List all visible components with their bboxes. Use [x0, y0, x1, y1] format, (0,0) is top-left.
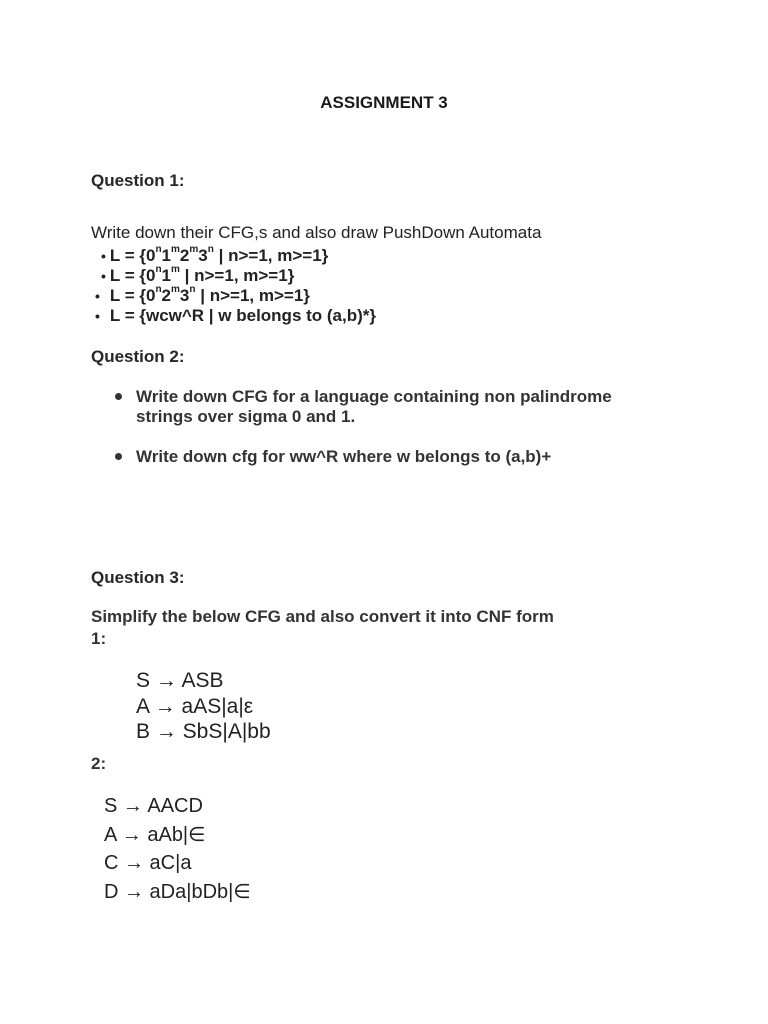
- page-title: ASSIGNMENT 3: [320, 93, 448, 112]
- language-item-4: • L = {wcw^R | w belongs to (a,b)*}: [95, 306, 377, 325]
- bullet-icon: [115, 453, 122, 460]
- language-item-3: • $L = \{0^n2^m3^n$ | n>=1, m>=1}: [95, 284, 310, 305]
- production-rule: S → AACD: [104, 795, 203, 817]
- grammar-2-label: 2:: [91, 754, 107, 773]
- question-3-instruction: Simplify the below CFG and also convert it into CNF form: [91, 607, 554, 626]
- question-3-heading: Question 3:: [91, 568, 185, 587]
- grammar-1: [136, 668, 271, 745]
- grammar-1-label: 1:: [91, 629, 107, 648]
- question-2-item-2: Write down cfg for ww^R where w belongs to (a,b)+: [136, 447, 552, 466]
- question-1-intro: Write down their CFG,s and also draw PushDown Automata: [91, 223, 542, 242]
- production-rule: C → aC|a: [104, 852, 192, 874]
- production-rule: B → SbS|A|bb: [136, 720, 271, 743]
- bullet-icon: [115, 393, 122, 400]
- language-item-1: • $L = \{0^n1^m2^m3^n$ | n>=1, m>=1}: [101, 244, 329, 265]
- production-rule: D → aDa|bDb|∈: [104, 880, 251, 903]
- production-rule: A → aAb|∈: [104, 823, 206, 846]
- bullet-icon: •: [101, 248, 106, 264]
- production-rule: S → ASB: [136, 669, 224, 692]
- bullet-icon: •: [101, 268, 106, 284]
- bullet-icon: •: [95, 288, 100, 304]
- question-2-heading: Question 2:: [91, 347, 185, 366]
- production-rule: A → aAS|a|ε: [136, 694, 254, 718]
- language-item-2: • $L = \{0^n1^m$ | n>=1, m>=1}: [101, 264, 295, 285]
- question-1-heading: Question 1:: [91, 171, 185, 190]
- bullet-icon: •: [95, 308, 100, 324]
- question-2-item-1: Write down CFG for a language containing non palindrome strings over sigma 0 and 1.: [136, 387, 612, 426]
- grammar-2: [104, 792, 251, 906]
